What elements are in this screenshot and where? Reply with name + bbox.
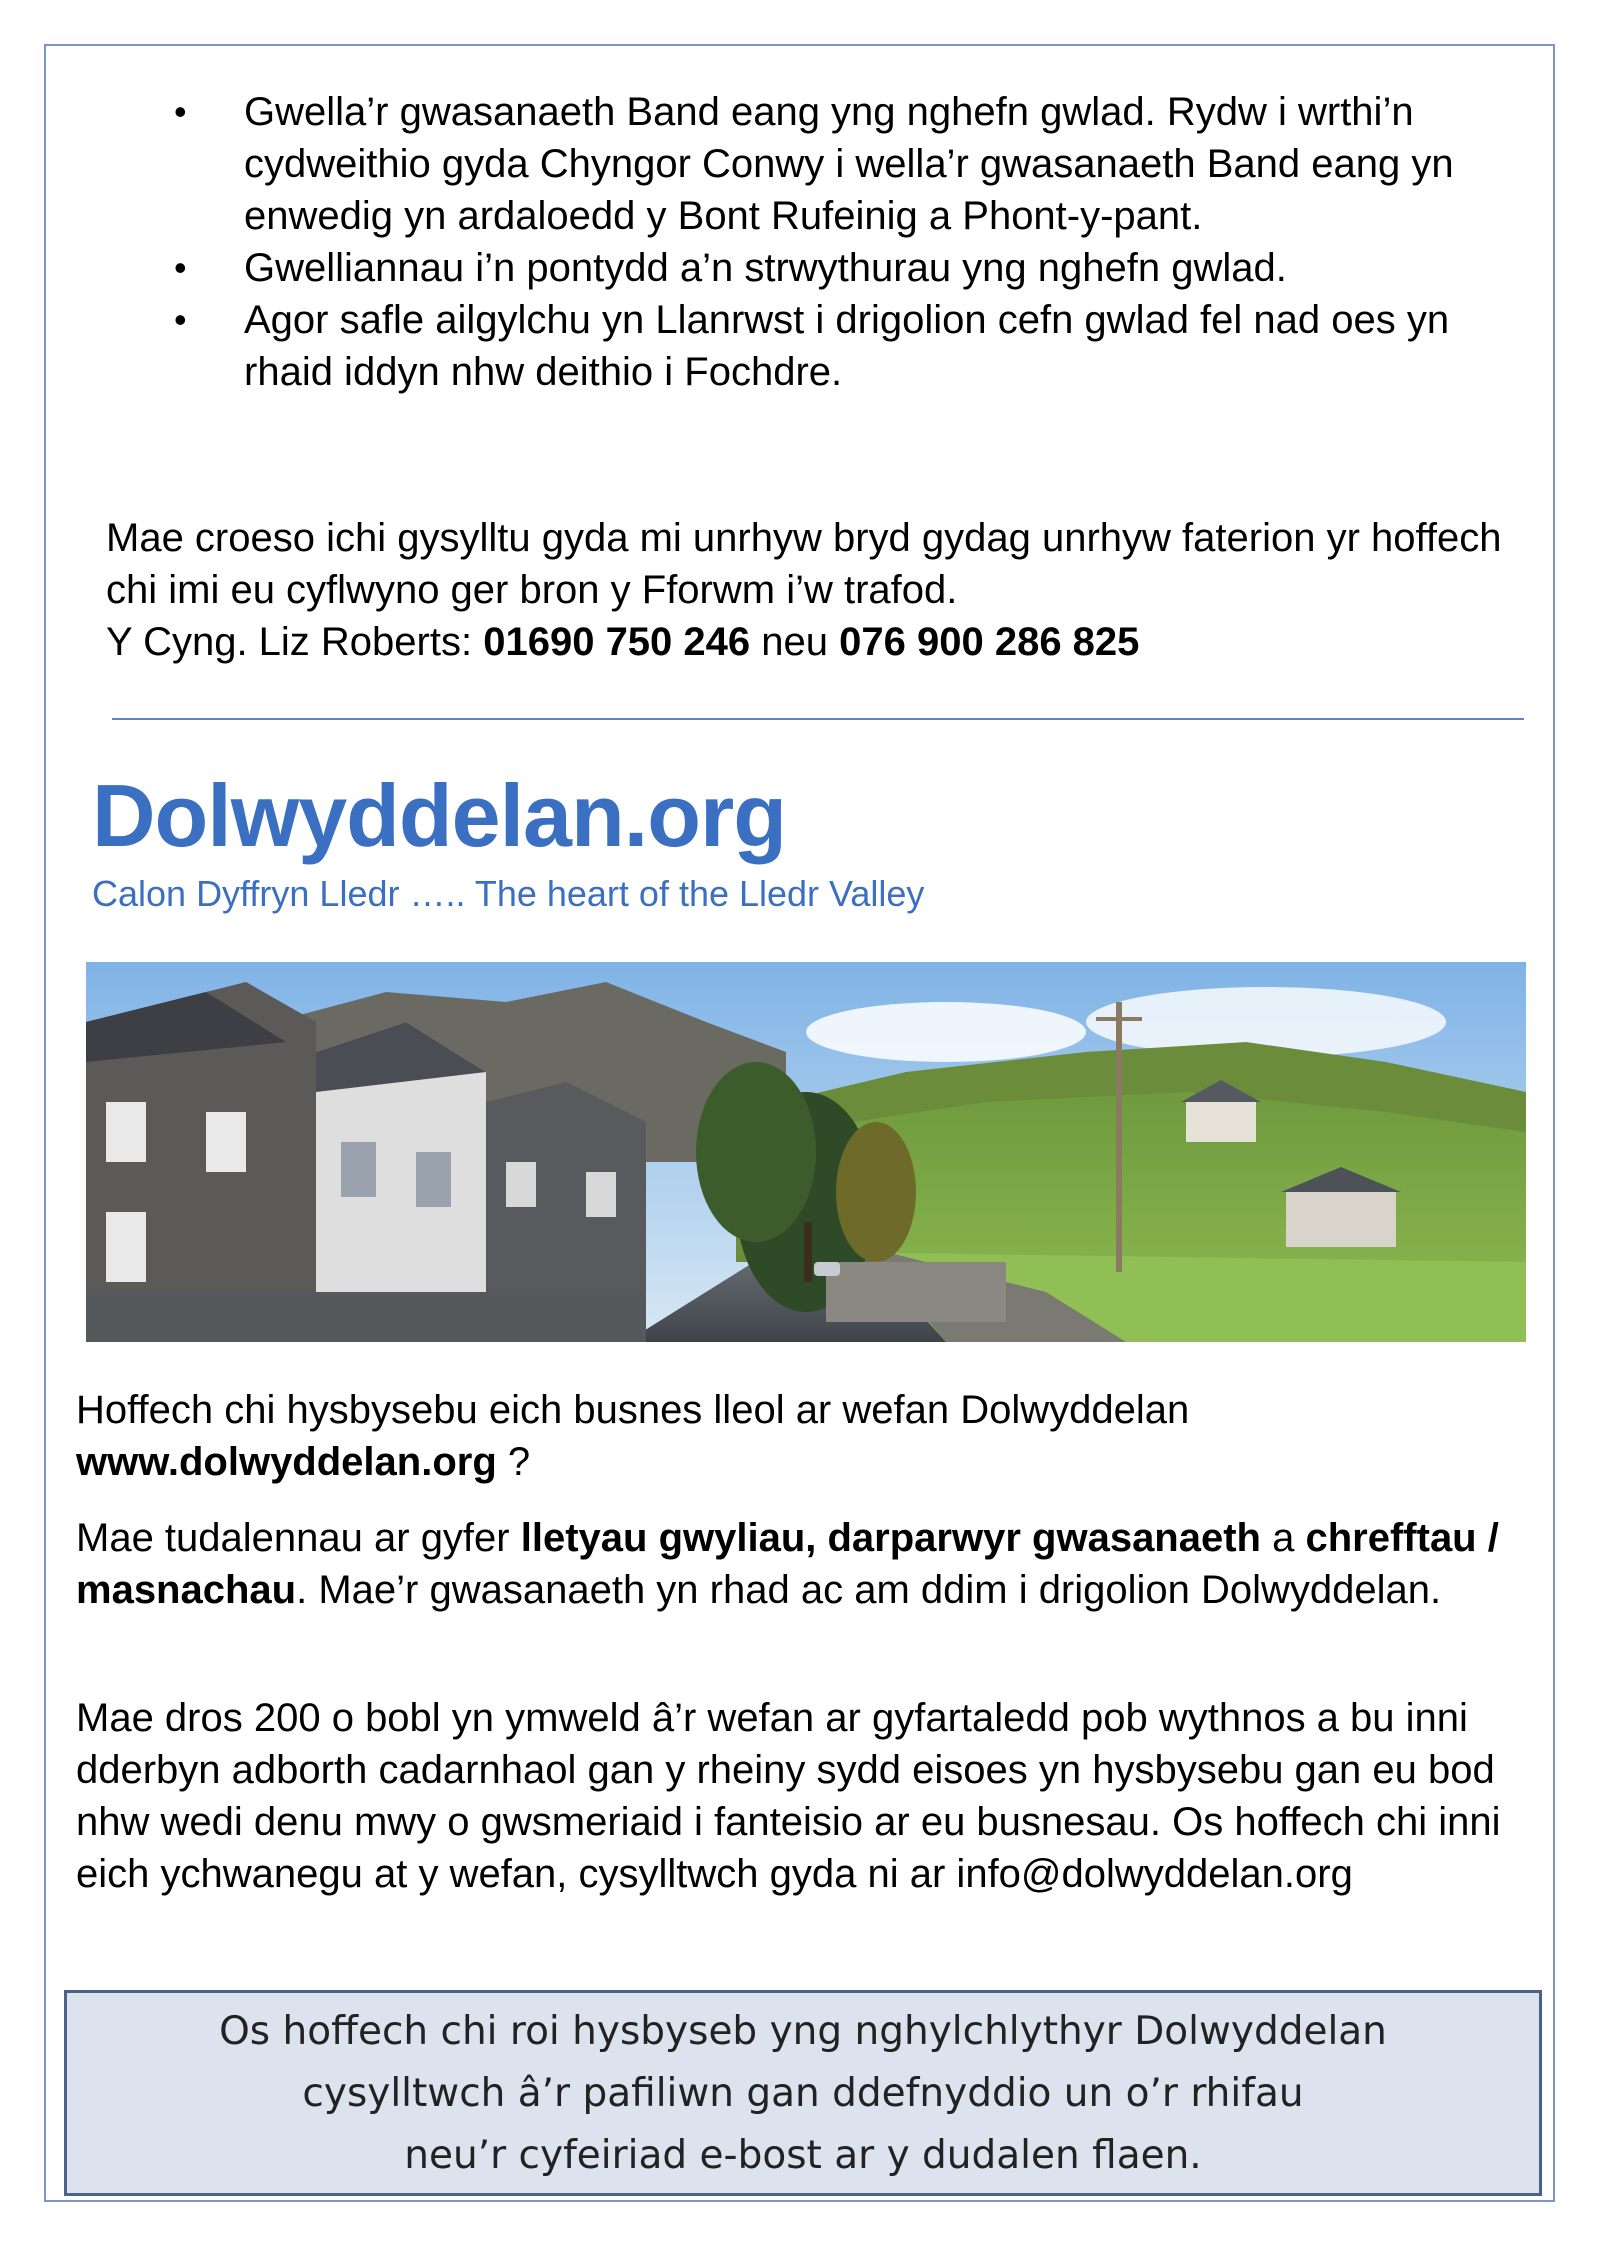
advert-categories-c: a <box>1261 1516 1306 1560</box>
advert-intro <box>76 1384 1526 1488</box>
advert-intro-text: Hoffech chi hysbysebu eich busnes lleol ar wefan Dolwyddelan <box>76 1388 1190 1432</box>
website-link[interactable]: www.dolwyddelan.org <box>76 1440 497 1484</box>
contact-phone-mobile[interactable]: 076 900 286 825 <box>839 620 1140 664</box>
bullet-item: • Gwelliannau i’n pontydd a’n strwythurau yng nghefn gwlad. <box>170 242 1510 294</box>
notice-line-2: cysylltwch â’r pafiliwn gan ddefnyddio un o’r rhifau <box>302 2071 1304 2116</box>
bullet-list <box>170 86 1510 398</box>
bullet-item: • Agor safle ailgylchu yn Llanrwst i drigolion cefn gwlad fel nad oes yn rhaid iddyn nhw deithio i Fochdre. <box>170 294 1510 398</box>
advert-categories-b: lletyau gwyliau, darparwyr gwasanaeth <box>520 1516 1261 1560</box>
website-logo: Dolwyddelan.org <box>92 766 786 865</box>
newsletter-advert-notice <box>64 1990 1542 2196</box>
advert-categories <box>76 1512 1526 1616</box>
contact-intro: Mae croeso ichi gysylltu gyda mi unrhyw bryd gydag unrhyw faterion yr hoffech chi imi eu cyflwyno ger bron y Fforwm i’w trafod. <box>106 516 1502 612</box>
notice-line-1: Os hoffech chi roi hysbyseb yng nghylchlythyr Dolwyddelan <box>219 2009 1387 2054</box>
contact-name: Y Cyng. Liz Roberts: <box>106 620 484 664</box>
advert-intro-end: ? <box>496 1440 531 1484</box>
advert-visitors: Mae dros 200 o bobl yn ymweld â’r wefan ar gyfartaledd pob wythnos a bu inni dderbyn adborth cadarnhaol gan y rheiny sydd eisoes yn hysbysebu gan eu bod nhw wedi denu mwy o gwsmeriaid i fanteisio ar eu busnesau. Os hoffech chi inni eich ychwanegu at y wefan, cysylltwch gyda ni ar info@dolwyddelan.org <box>76 1696 1501 1896</box>
village-street-photo <box>86 962 1526 1342</box>
section-divider <box>112 718 1524 720</box>
bullet-item: • Gwella’r gwasanaeth Band eang yng nghefn gwlad. Rydw i wrthi’n cydweithio gyda Chyngor Conwy i wella’r gwasanaeth Band eang yn enwedig yn ardaloedd y Bont Rufeinig a Phont-y-pant. <box>170 86 1510 242</box>
advert-categories-e: . Mae’r gwasanaeth yn rhad ac am ddim i drigolion Dolwyddelan. <box>296 1568 1442 1612</box>
notice-line-3: neu’r cyfeiriad e-bost ar y dudalen flaen. <box>404 2133 1202 2178</box>
website-tagline: Calon Dyffryn Lledr ….. The heart of the Lledr Valley <box>92 873 925 914</box>
contact-or: neu <box>750 620 840 664</box>
contact-paragraph <box>106 512 1506 668</box>
advert-categories-d: chrefftau / masnachau <box>76 1516 1499 1612</box>
advert-categories-a: Mae tudalennau ar gyfer <box>76 1516 521 1560</box>
contact-phone-landline[interactable]: 01690 750 246 <box>483 620 751 664</box>
